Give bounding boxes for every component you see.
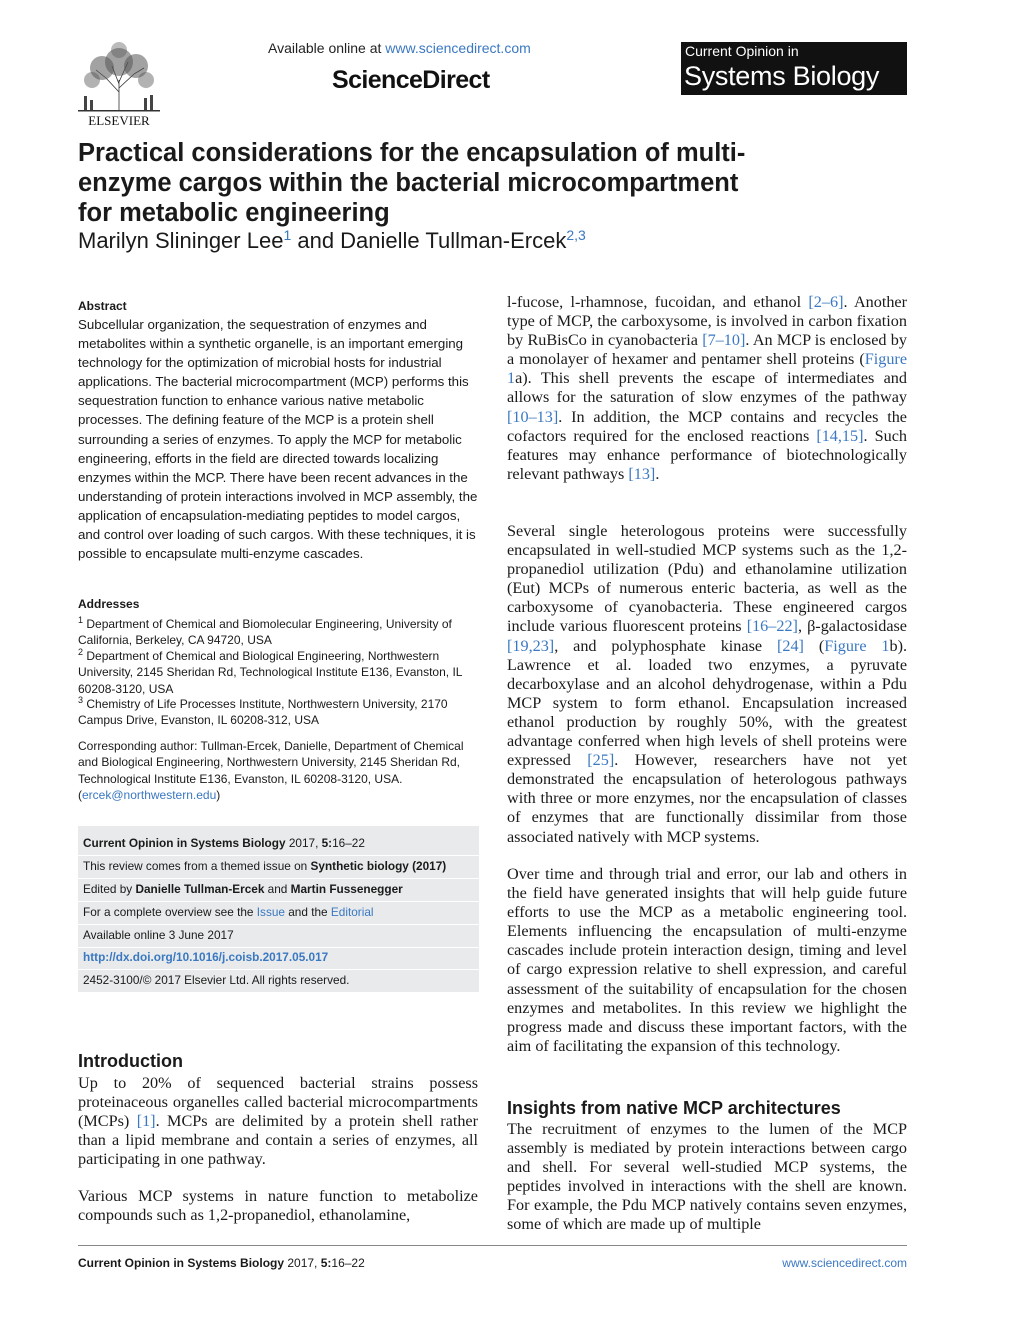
body-paragraph-1: l-fucose, l-rhamnose, fucoidan, and ethanol [2–6]. Another type of MCP, the carboxysome, is involved in carbon fixation by RuBisCo in cyanobacteria [7–10]. An MCP is enclosed by a monolayer of hexamer and pentamer shell proteins (Figure 1a). This shell prevents the escape of intermediates and allows for the saturation of slow enzymes of the pathway [10–13]. In addition, the MCP contains and recycles the cofactors required for the enclosed reactions [14,15]. Such features may enhance performance of biotechnologically relevant pathways [13]. [507, 293, 907, 483]
citation[interactable]: [1] [136, 1112, 156, 1131]
elsevier-tree-logo [78, 40, 160, 128]
elsevier-wordmark: ELSEVIER [88, 113, 150, 128]
citation[interactable]: [10–13] [507, 407, 559, 426]
citation[interactable]: [2–6] [808, 293, 844, 311]
footer-citation: Current Opinion in Systems Biology 2017, 5:16–22 [78, 1256, 365, 1270]
citation[interactable]: [16–22] [746, 617, 798, 636]
issue-link[interactable]: Issue [256, 905, 285, 919]
sciencedirect-link[interactable]: www.sciencedirect.com [385, 40, 531, 56]
footer-divider [78, 1245, 907, 1246]
addresses-heading: Addresses [78, 597, 140, 611]
citation[interactable]: [25] [587, 751, 615, 770]
abstract-text: Subcellular organization, the sequestration of enzymes and metabolites within a synthetic organelle, is an important emerging technology for the optimization of microbial hosts for industrial applications. The bacterial microcompartment (MCP) performs this sequestration function to enhance various native metabolic processes. The defining feature of the MCP is a protein shell surrounding a series of enzymes. To apply the MCP for metabolic engineering, efforts in the field are directed towards localizing enzymes within the MCP. There have been recent advances in the understanding of protein interactions involved in MCP assembly, the application of encapsulation-mediating peptides to model cargos, and control over loading of such cargos. With these techniques, it is possible to encapsulate multi-enzyme cascades. [78, 317, 478, 562]
author-list: Marilyn Slininger Lee$^1$ and Danielle Tullman-Ercek$^{2,3}$ [78, 227, 586, 253]
corresponding-author: Corresponding author: Tullman-Ercek, Danielle, Department of Chemical and Biological Engineering, Northwestern University, 2145 Sheridan Rd, Technological Institute E136, Evanston, IL 60208-3120, USA. (ercek@northwestern.edu) [78, 739, 464, 802]
article-info-box [78, 826, 479, 992]
author-2-affil[interactable]: 2,3 [566, 227, 586, 243]
info-copyright: 2452-3100/© 2017 Elsevier Ltd. All rights reserved. [83, 973, 350, 987]
abstract-heading: Abstract [78, 299, 127, 313]
citation[interactable]: Figure 1 [824, 636, 890, 655]
citation[interactable]: [7–10] [702, 331, 746, 350]
body-paragraph-3: Over time and through trial and error, our lab and others in the field have generated insights that will help guide future efforts to use the MCP as a metabolic engineering tool. Elements influencing the encapsulation of multi-enzyme cascades include protein interaction design, timing and level of cargo expression relative to shell expression, and careful assessment of the suitability of encapsulation for the chosen enzymes and metabolites. In this review we highlight the progress made and discuss these important factors, with the aim of facilitating the expansion of this technology. [507, 865, 907, 1055]
citation[interactable]: Figure 1 [507, 350, 907, 388]
info-overview: For a complete overview see the Issue and the Editorial [83, 905, 374, 919]
address-2: $^2$ Department of Chemical and Biological Engineering, Northwestern University, 2145 Sheridan Rd, Technological Institute E136, Evanston, IL 60208-3120, USA [78, 647, 463, 696]
journal-badge [681, 42, 907, 95]
sciencedirect-wordmark: ScienceDirect [332, 66, 490, 94]
author-1-affil[interactable]: 1 [283, 227, 292, 243]
intro-paragraph-2: Various MCP systems in nature function to metabolize compounds such as 1,2-propanediol, ethanolamine, [78, 1187, 478, 1225]
email-link[interactable]: ercek@northwestern.edu [82, 787, 217, 802]
journal-badge-top: Current Opinion in [685, 43, 799, 59]
author-2[interactable]: Danielle Tullman-Ercek [340, 228, 567, 253]
info-editors: Edited by Danielle Tullman-Ercek and Martin Fussenegger [83, 882, 403, 896]
introduction-heading: Introduction [78, 1051, 183, 1071]
available-online: Available online at www.sciencedirect.com [268, 40, 531, 56]
info-available: Available online 3 June 2017 [83, 928, 234, 942]
footer-url[interactable]: www.sciencedirect.com [782, 1256, 907, 1270]
journal-badge-title: Systems Biology [684, 61, 880, 91]
doi-link[interactable]: http://dx.doi.org/10.1016/j.coisb.2017.05.017 [83, 950, 329, 964]
editorial-link[interactable]: Editorial [330, 905, 374, 919]
body-paragraph-4: The recruitment of enzymes to the lumen of the MCP assembly is mediated by protein interactions between cargo and shell. For several well-studied MCP systems, the peptides involved in interactions with the shell are known. For example, the Pdu MCP natively contains seven enzymes, some of which are made up of multiple [507, 1120, 907, 1234]
citation[interactable]: [14,15] [816, 426, 864, 445]
citation[interactable]: [24] [776, 636, 804, 655]
info-journal: Current Opinion in Systems Biology 2017, 5:16–22 [83, 836, 365, 850]
address-1: $^1$ Department of Chemical and Biomolecular Engineering, University of California, Berkeley, CA 94720, USA [78, 615, 452, 648]
address-3: $^3$ Chemistry of Life Processes Institute, Northwestern University, 2170 Campus Drive, Evanston, IL 60208-312, USA [78, 695, 448, 728]
author-1[interactable]: Marilyn Slininger Lee [78, 228, 284, 253]
intro-paragraph-1: Up to 20% of sequenced bacterial strains possess proteinaceous organelles called bacterial microcompartments (MCPs) [1]. MCPs are delimited by a protein shell rather than a lipid membrane and contain a series of enzymes, all participating in one pathway. [78, 1074, 478, 1169]
article-title: Practical considerations for the encapsulation of multi-enzyme cargos within the bacterial microcompartment for metabolic engineering [78, 139, 746, 227]
info-themed-issue: This review comes from a themed issue on Synthetic biology (2017) [83, 859, 447, 873]
citation[interactable]: [19,23] [507, 636, 555, 655]
body-paragraph-2: Several single heterologous proteins were successfully encapsulated in well-studied MCP systems such as the 1,2-propanediol utilization (Pdu) and ethanolamine utilization (Eut) MCPs of numerous enteric bacteria, as well as the carboxysome of cyanobacteria. These engineered cargos include various fluorescent proteins [16–22], β-galactosidase [19,23], and polyphosphate kinase [24] (Figure 1b). Lawrence et al. loaded two enzymes, a pyruvate decarboxylase and an alcohol dehydrogenase, within a Pdu MCP system to form ethanol. Encapsulation increased ethanol production by roughly 50%, with the greatest advantage conferred when high levels of shell proteins were expressed [25]. However, researchers have not yet demonstrated the encapsulation of heterologous pathways with three or more enzymes, nor the encapsulation of classes of enzymes that are functionally dissimilar from those associated natively with MCP systems. [507, 522, 908, 846]
section-heading-native-mcp: Insights from native MCP architectures [507, 1098, 841, 1118]
citation[interactable]: [13] [628, 464, 656, 483]
